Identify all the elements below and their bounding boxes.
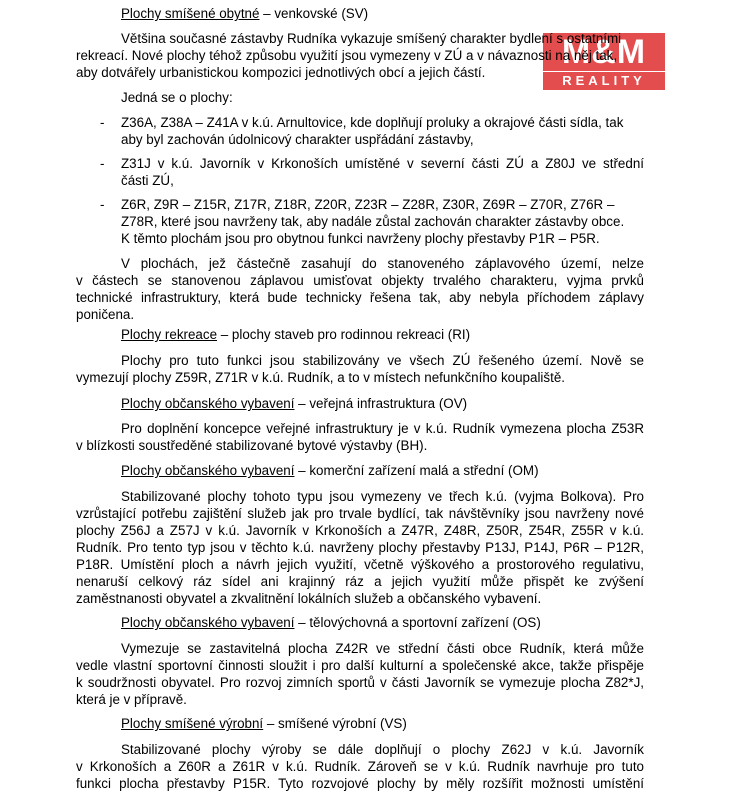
paragraph-line: aby dotvářely urbanistickou kompozici jednotlivých obcí a jejich částí. (76, 65, 486, 80)
bullet-line: Z6R, Z9R – Z15R, Z17R, Z18R, Z20R, Z23R – Z28R, Z30R, Z69R – Z70R, Z76R – (121, 197, 615, 212)
paragraph-line: funkci plocha přestavby P15R. Tyto rozvojové plochy by měly rozšířit možnosti umístění (76, 776, 644, 791)
bullet-line: Z36A, Z38A – Z41A v k.ú. Arnultovice, kde doplňují proluky a okrajové části sídla, tak (121, 115, 624, 130)
paragraph-line: poničena. (76, 307, 135, 322)
paragraph-line: Jedná se o plochy: (121, 90, 233, 105)
paragraph-line: vymezují plochy Z59R, Z71R v k.ú. Rudník, a to v místech nefunkčního koupaliště. (76, 370, 565, 385)
paragraph-line: k soudržnosti obyvatel. Pro rozvoj zimních sportů v části Javorník se vymezuje plocha Z82*J, (76, 675, 644, 690)
section-heading-sv: Plochy smíšené obytné – venkovské (SV) (121, 6, 369, 21)
paragraph-line: Vymezuje se zastavitelná plocha Z42R ve střední části obce Rudník, která může (121, 641, 644, 656)
bullet-line: aby byl zachován údolnicový charakter uspřádání zástavby, (121, 132, 474, 147)
bullet-mark: - (100, 197, 105, 212)
paragraph-line: nenaruší celkový ráz sídel ani krajinný ráz a jejich využití může přispět ke zvýšení (76, 574, 644, 589)
bullet-line: Z78R, které jsou navrženy tak, aby nadále zůstal zachován charakter zástavby obce. (121, 214, 625, 229)
section-heading-om: Plochy občanského vybavení – komerční zařízení malá a střední (OM) (121, 463, 539, 478)
bullet-mark: - (100, 156, 105, 171)
paragraph-line: Stabilizované plochy výroby se dále doplňují o plochy Z62J v k.ú. Javorník (121, 742, 644, 757)
paragraph-line: Pro doplnění koncepce veřejné infrastruktury je v k.ú. Rudník vymezena plocha Z53R (121, 421, 644, 436)
paragraph-line: vedle vlastní sportovní činnosti sloužit i pro další kulturní a společenské akce, takže přispěje (76, 658, 644, 673)
paragraph-line: v blízkosti soustředěné stabilizované bytové výstavby (BH). (76, 438, 428, 453)
section-heading-ov: Plochy občanského vybavení – veřejná infrastruktura (OV) (121, 396, 468, 411)
bullet-line: části ZÚ, (121, 173, 174, 188)
logo-mark: M&M (543, 33, 665, 71)
paragraph-line: v částech se stanovenou záplavou umisťovat objekty trvalého charakteru, vyjma prvků (76, 273, 644, 288)
paragraph-line: vzrůstající potřebu zajištění služeb jak pro trvale bydlící, tak návštěvníky jsou navrženy nové (76, 506, 644, 521)
section-heading-ri: Plochy rekreace – plochy staveb pro rodinnou rekreaci (RI) (121, 327, 471, 342)
bullet-mark: - (100, 115, 105, 130)
bullet-line: K těmto plochám jsou pro obytnou funkci navrženy plochy přestavby P1R – P5R. (121, 231, 600, 246)
paragraph-line: v Krkonoších a Z60R a Z61R v k.ú. Rudník. Zároveň se v k.ú. Rudník navrhuje pro tuto (76, 759, 644, 774)
paragraph-line: V plochách, jež částečně zasahují do stanoveného záplavového území, nelze (121, 256, 644, 271)
bullet-line: Z31J v k.ú. Javorník v Krkonoších umístěné v severní části ZÚ a Z80J ve střední (121, 156, 644, 171)
paragraph-line: Rudník. Pro tento typ jsou v těchto k.ú. navrženy plochy přestavby P13J, P14J, P6R – P12R, (76, 540, 644, 555)
paragraph-line: technické infrastruktury, která bude technicky řešena tak, aby nebyla příchodem záplavy (76, 290, 644, 305)
section-heading-vs: Plochy smíšené výrobní – smíšené výrobní (VS) (121, 716, 407, 731)
paragraph-line: Většina současné zástavby Rudníka vykazuje smíšený charakter bydlení s ostatními (121, 31, 622, 46)
logo-wordmark: REALITY (543, 72, 665, 90)
section-heading-os: Plochy občanského vybavení – tělovýchovná a sportovní zařízení (OS) (121, 615, 541, 630)
paragraph-line: plochy Z56J a Z57J v k.ú. Javorník v Krkonoších a Z47R, Z48R, Z50R, Z54R, Z55R v k.ú. (76, 523, 644, 538)
paragraph-line: Stabilizované plochy tohoto typu jsou vymezeny ve třech k.ú. (vyjma Bolkova). Pro (121, 489, 644, 504)
paragraph-line: P18R. Umístění ploch a návrh jejich využití, včetně výškového a prostorového regulativu, (76, 557, 644, 572)
paragraph-line: rekreací. Nové plochy téhož způsobu využití jsou vymezeny v ZÚ a v návaznosti na něj tak, (76, 48, 618, 63)
paragraph-line: Plochy pro tuto funkci jsou stabilizovány ve všech ZÚ řešeného území. Nově se (121, 353, 644, 368)
paragraph-line: zaměstnanosti obyvatel a zkvalitnění lokálních služeb a občanského vybavení. (76, 591, 542, 606)
paragraph-line: která je v přípravě. (76, 692, 187, 707)
